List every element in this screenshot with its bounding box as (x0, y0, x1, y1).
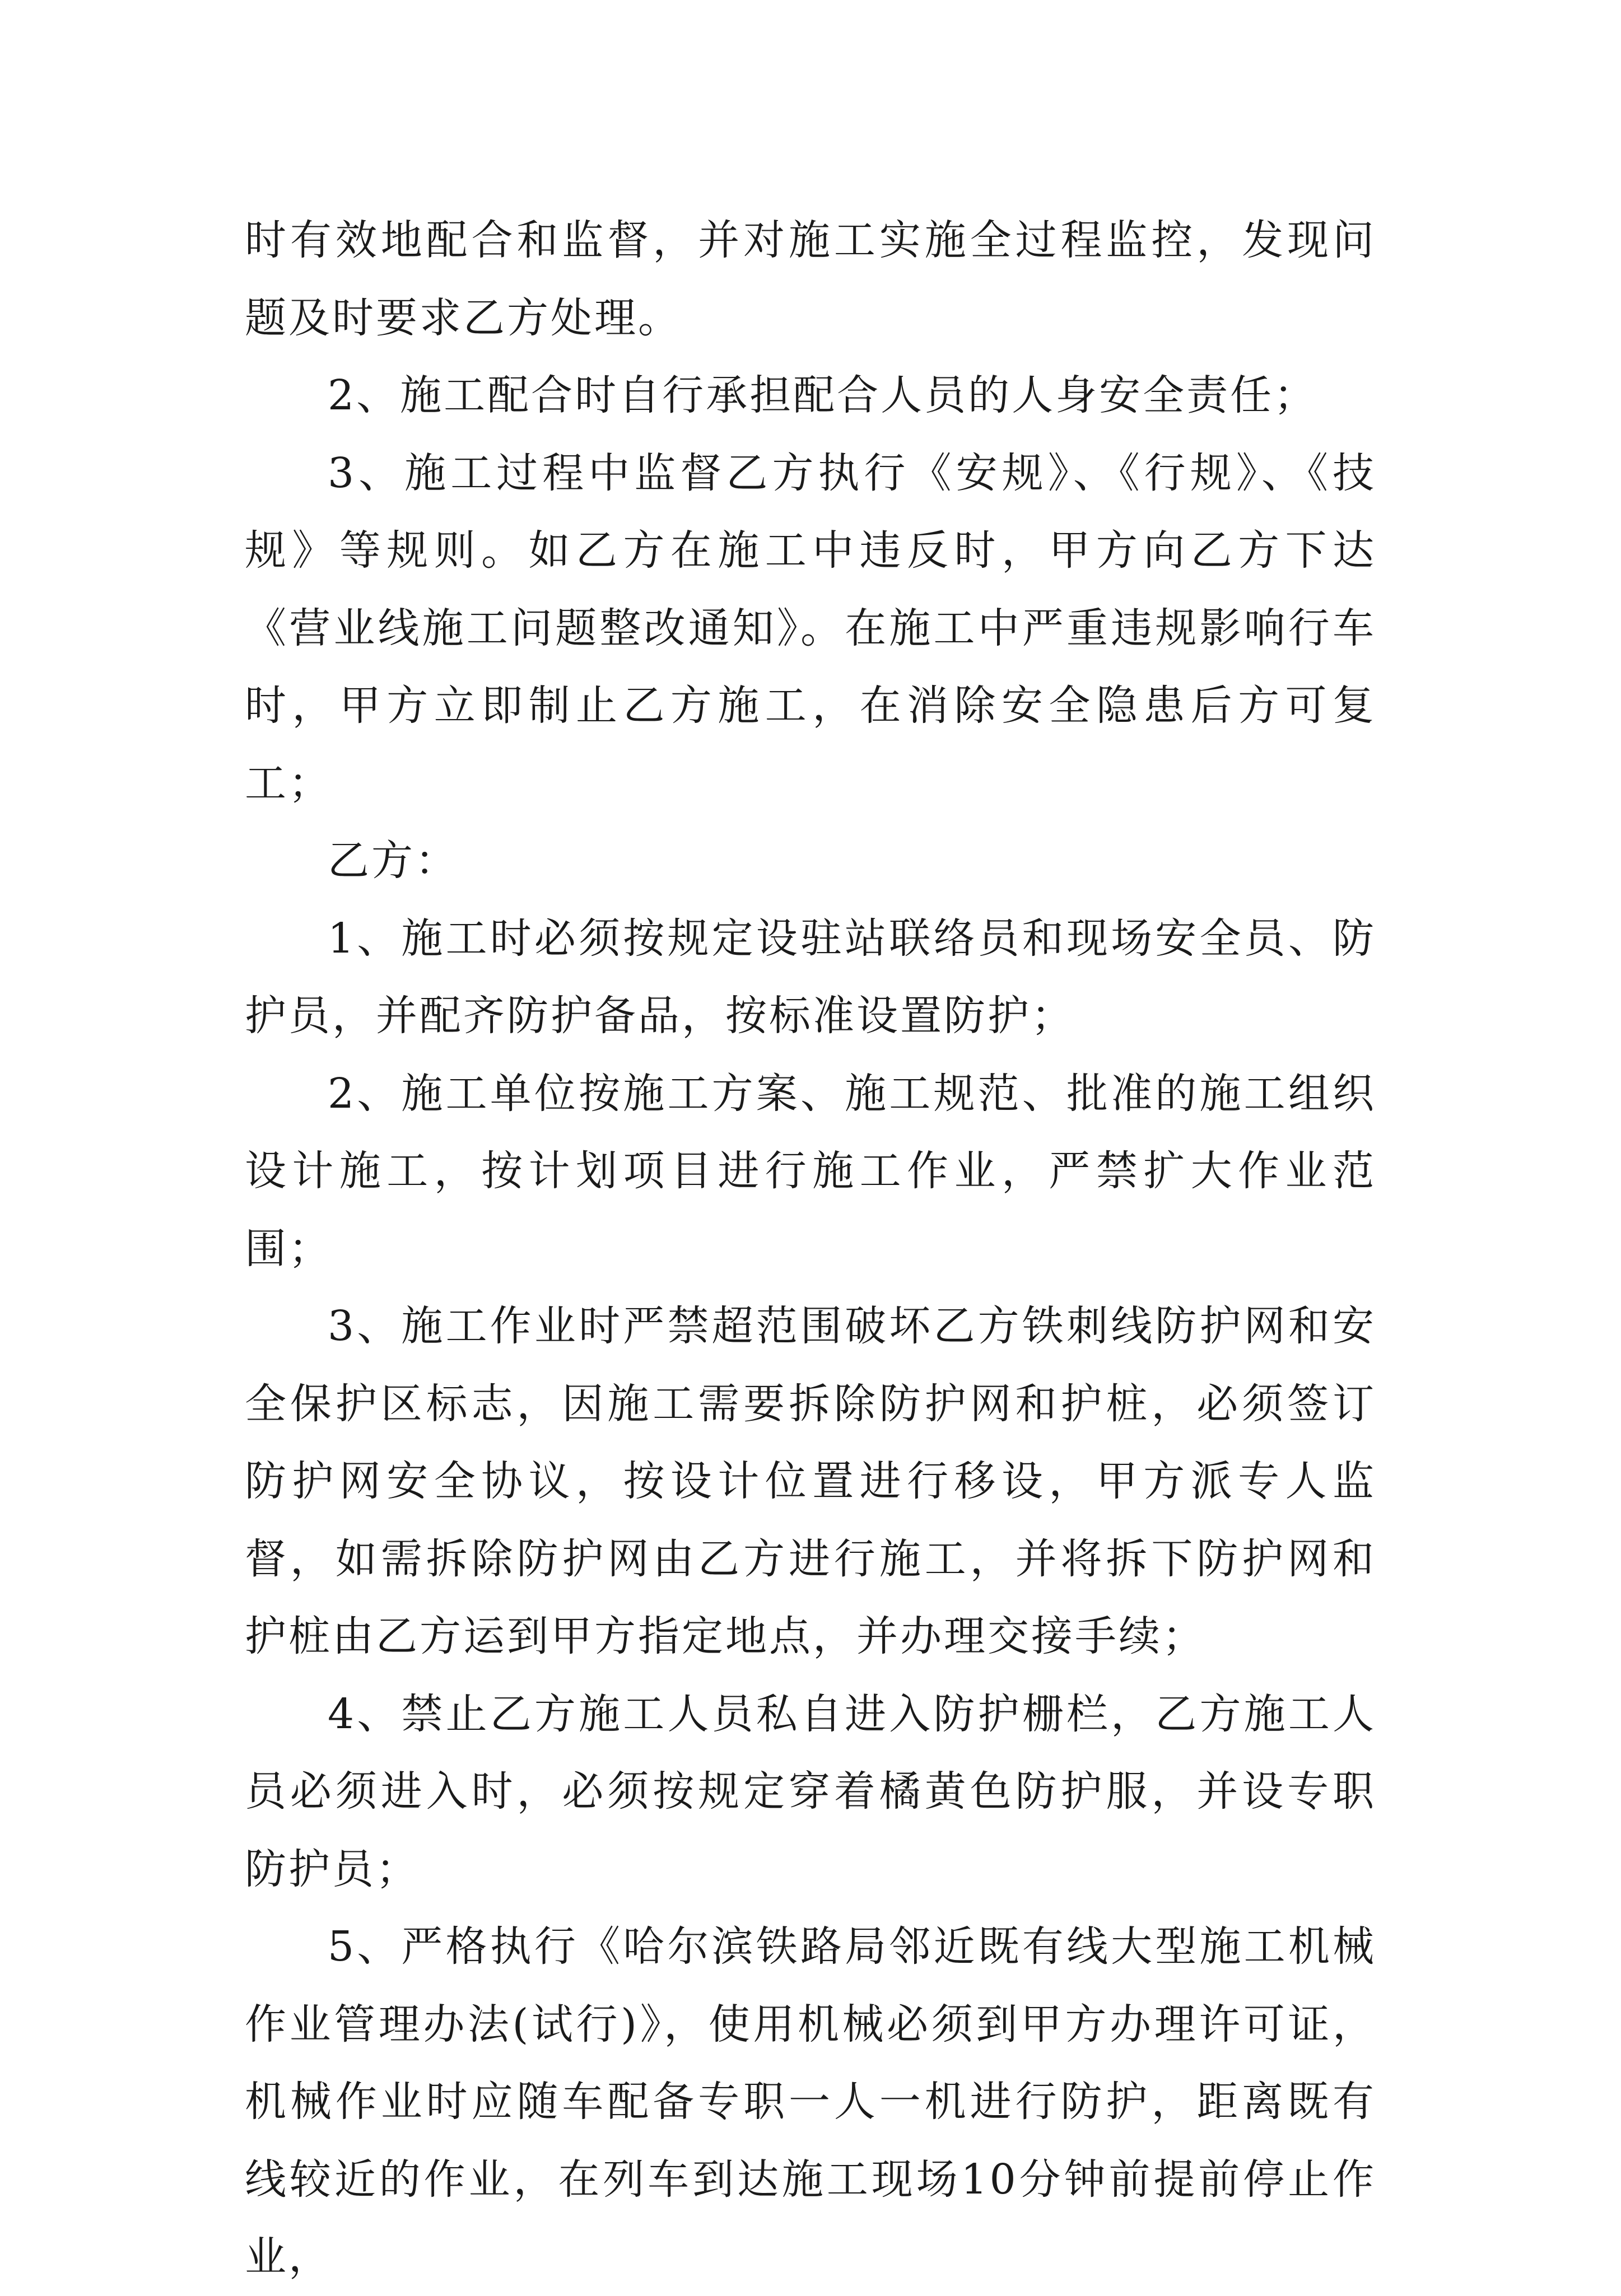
section-heading-party-b: 乙方： (328, 837, 459, 885)
paragraph-party-b-item-1: 1、施工时必须按规定设驻站联络员和现场安全员、防护员，并配齐防护备品，按标准设置防护； (245, 914, 1376, 1040)
paragraph-party-b-item-3: 3、施工作业时严禁超范围破坏乙方铁刺线防护网和安全保护区标志，因施工需要拆除防护网和护桩，必须签订防护网安全协议，按设计位置进行移设，甲方派专人监督，如需拆除防护网由乙方进行施工，并将拆下防护网和护桩由乙方运到甲方指定地点，并办理交接手续； (245, 1302, 1376, 1660)
paragraph-continuation: 时有效地配合和监督，并对施工实施全过程监控，发现问题及时要求乙方处理。 (245, 216, 1376, 342)
document-body (245, 202, 1376, 2296)
paragraph-party-a-item-3: 3、施工过程中监督乙方执行《安规》、《行规》、《技规》等规则。如乙方在施工中违反时，甲方向乙方下达《营业线施工问题整改通知》。在施工中严重违规影响行车时，甲方立即制止乙方施工，在消除安全隐患后方可复工； (245, 449, 1376, 808)
paragraph-party-b-item-5: 5、严格执行《哈尔滨铁路局邻近既有线大型施工机械作业管理办法(试行)》，使用机械必须到甲方办理许可证，机械作业时应随车配备专职一人一机进行防护，距离既有线较近的作业，在列车到达施工现场10分钟前提前停止作业， (245, 1922, 1376, 2281)
paragraph-party-b-item-4: 4、禁止乙方施工人员私自进入防护栅栏，乙方施工人员必须进入时，必须按规定穿着橘黄色防护服，并设专职防护员； (245, 1690, 1376, 1893)
paragraph-party-b-item-2: 2、施工单位按施工方案、施工规范、批准的施工组织设计施工，按计划项目进行施工作业，严禁扩大作业范围； (245, 1069, 1376, 1273)
paragraph-party-a-item-2: 2、施工配合时自行承担配合人员的人身安全责任； (328, 371, 1318, 419)
